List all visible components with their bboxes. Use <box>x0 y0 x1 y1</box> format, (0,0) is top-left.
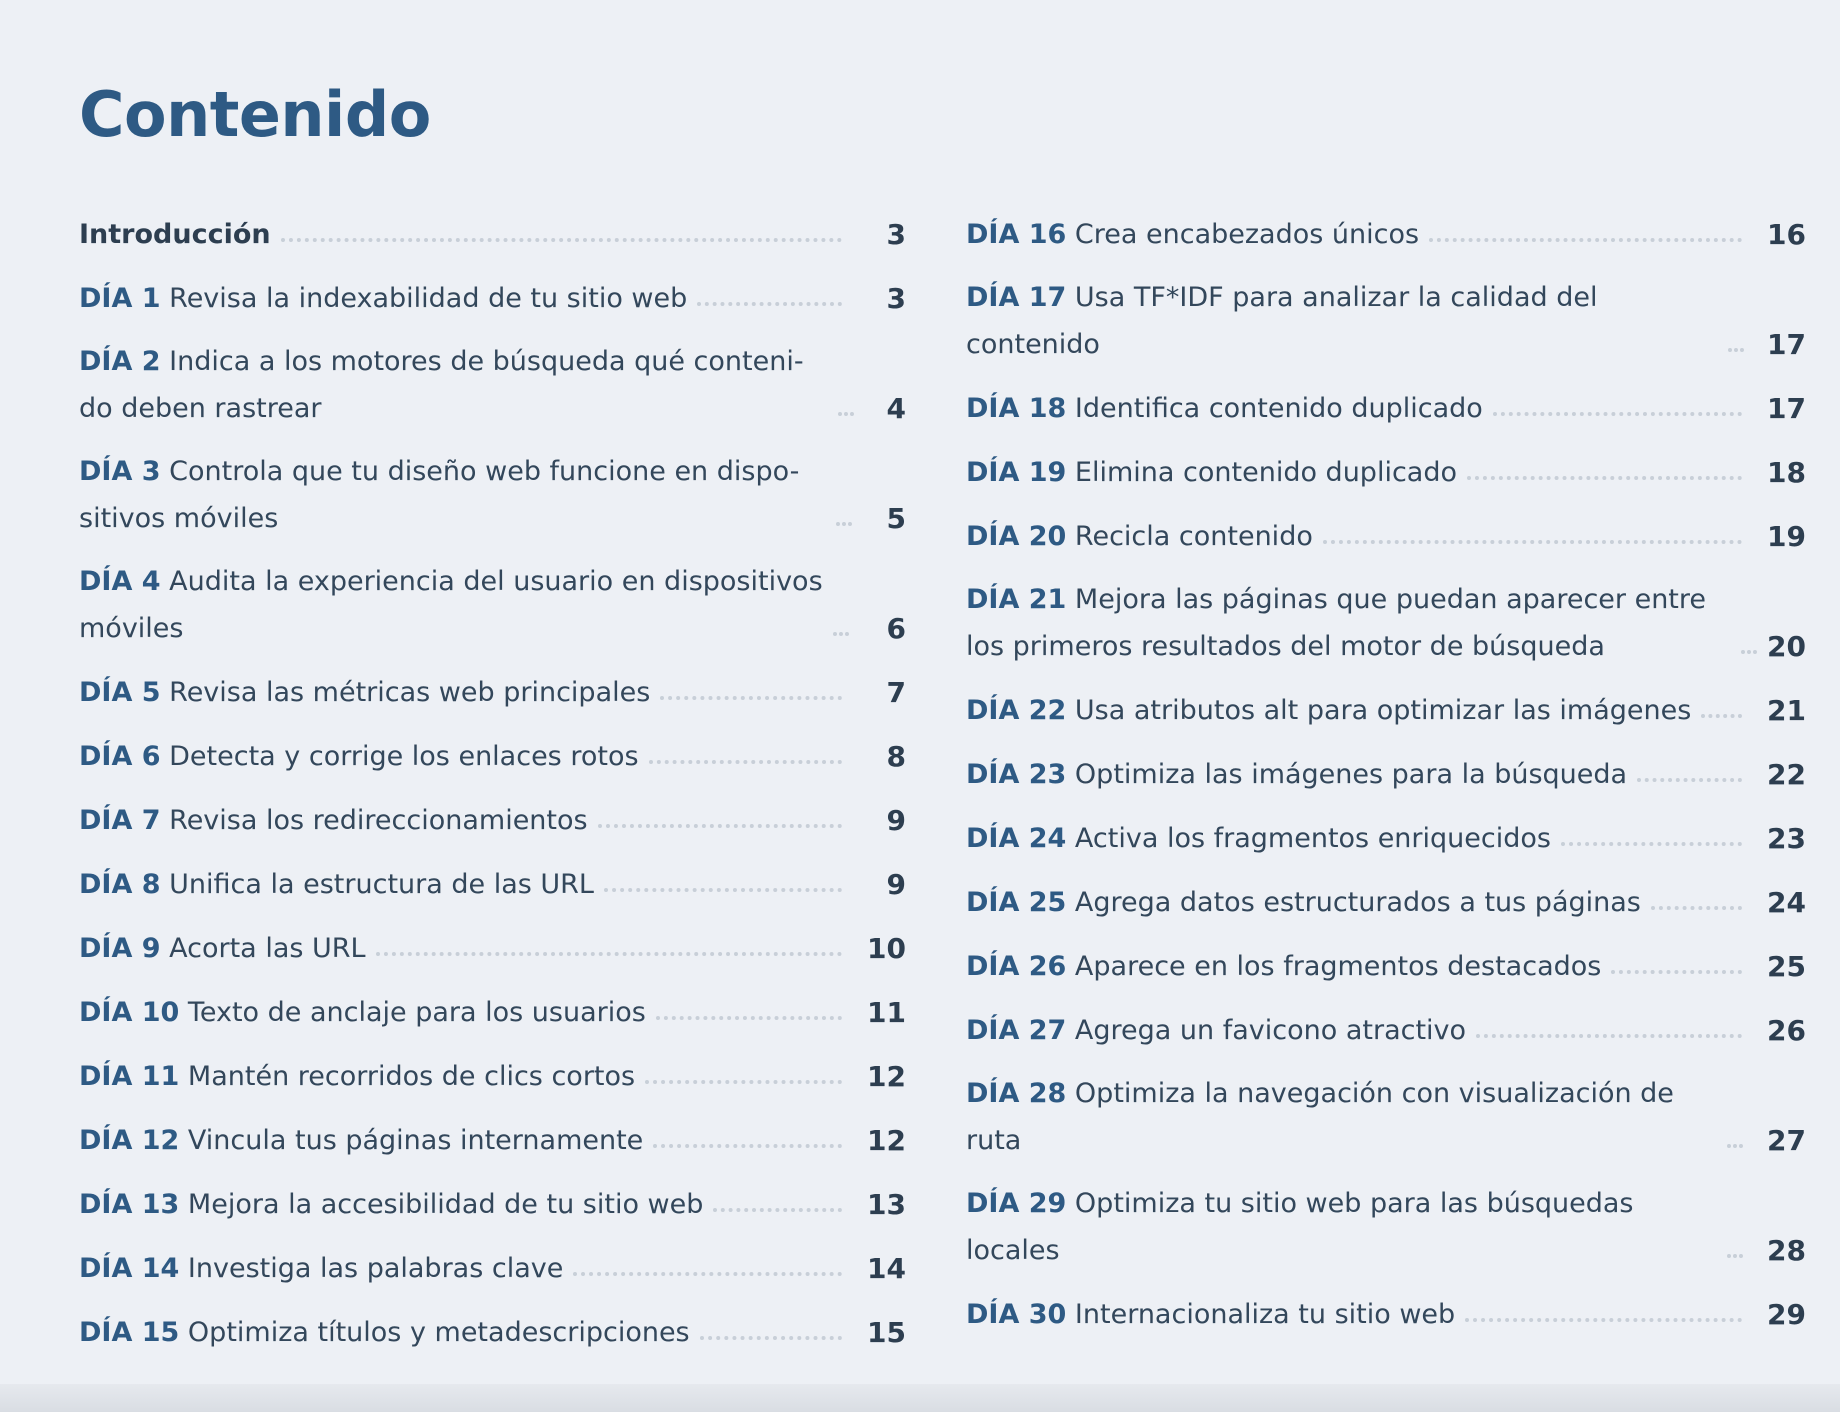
dotted-leader <box>660 696 842 700</box>
dotted-leader <box>1429 238 1742 242</box>
toc-entry-text <box>79 1053 635 1100</box>
toc-day-label: DÍA 25 <box>966 887 1067 918</box>
dotted-leader <box>1701 714 1742 718</box>
toc-entry[interactable] <box>966 1180 1806 1274</box>
toc-day-label: DÍA 10 <box>79 997 180 1028</box>
toc-entry[interactable] <box>966 448 1806 496</box>
dotted-leader <box>1727 1144 1743 1148</box>
toc-entry-text <box>966 687 1691 734</box>
toc-day-label: DÍA 21 <box>966 584 1067 615</box>
dotted-leader <box>1651 906 1742 910</box>
toc-entry-text <box>966 513 1313 560</box>
dotted-leader <box>1493 412 1742 416</box>
toc-entry-text <box>79 275 687 322</box>
toc-entry-text <box>966 943 1601 990</box>
toc-entry[interactable] <box>966 1070 1806 1164</box>
dotted-leader <box>656 1016 842 1020</box>
dotted-leader <box>281 238 842 242</box>
toc-page-number: 9 <box>886 868 906 901</box>
toc-entry-title: Revisa los redireccionamientos <box>169 805 588 836</box>
toc-page-number: 19 <box>1767 520 1806 553</box>
toc-day-label: DÍA 4 <box>79 566 161 597</box>
toc-page-number: 20 <box>1767 630 1806 663</box>
toc-entry-text <box>966 751 1627 798</box>
toc-entry-text <box>966 385 1483 432</box>
dotted-leader <box>697 302 842 306</box>
toc-entry-text <box>79 448 826 542</box>
dotted-leader <box>1561 842 1742 846</box>
toc-entry[interactable] <box>966 750 1806 798</box>
toc-entry-title: Optimiza las imágenes para la búsqueda <box>1074 759 1628 790</box>
toc-entry[interactable] <box>966 512 1806 560</box>
toc-right-column <box>966 210 1806 1354</box>
toc-page-number: 7 <box>886 676 906 709</box>
toc-entry[interactable] <box>79 988 906 1036</box>
toc-entry[interactable] <box>79 668 906 716</box>
toc-entry-title: Crea encabezados únicos <box>1074 219 1420 250</box>
toc-day-label: DÍA 13 <box>79 1189 180 1220</box>
toc-entry-title: Unifica la estructura de las URL <box>169 869 594 900</box>
dotted-leader <box>1741 650 1757 654</box>
toc-entry[interactable] <box>966 686 1806 734</box>
toc-entry-title: Mejora las páginas que puedan aparecer entre los primeros resultados del motor de búsqueda <box>966 584 1707 662</box>
dotted-leader <box>1727 1254 1743 1258</box>
toc-entry-text <box>966 879 1641 926</box>
toc-day-label: DÍA 26 <box>966 951 1067 982</box>
toc-entry-text <box>79 669 650 716</box>
toc-entry-title: Controla que tu diseño web funcione en dispo-sitivos móviles <box>79 456 800 534</box>
toc-day-label: DÍA 18 <box>966 393 1067 424</box>
page-bottom-edge <box>0 1384 1840 1412</box>
toc-entry-text <box>966 274 1718 368</box>
toc-day-label: DÍA 5 <box>79 677 161 708</box>
toc-entry[interactable] <box>79 860 906 908</box>
dotted-leader <box>713 1208 842 1212</box>
toc-page-number: 24 <box>1767 886 1806 919</box>
toc-entry-text <box>966 211 1419 258</box>
dotted-leader <box>653 1144 842 1148</box>
toc-page-number: 16 <box>1767 218 1806 251</box>
toc-entry-title: Agrega datos estructurados a tus páginas <box>1074 887 1641 918</box>
toc-day-label: DÍA 2 <box>79 346 161 377</box>
toc-entry-text <box>966 576 1731 670</box>
toc-entry-title: Identifica contenido duplicado <box>1074 393 1483 424</box>
toc-entry-text <box>79 925 366 972</box>
toc-entry-title: Recicla contenido <box>1074 521 1313 552</box>
toc-entry[interactable] <box>966 814 1806 862</box>
toc-entry[interactable] <box>966 274 1806 368</box>
toc-entry-text <box>79 1181 703 1228</box>
dotted-leader <box>833 632 849 636</box>
toc-entry-title: Introducción <box>79 219 271 250</box>
toc-entry[interactable] <box>966 1006 1806 1054</box>
toc-page-number: 18 <box>1767 456 1806 489</box>
toc-page-number: 3 <box>886 282 906 315</box>
toc-entry-text <box>966 1007 1466 1054</box>
toc-entry[interactable] <box>966 576 1806 670</box>
toc-day-label: DÍA 23 <box>966 759 1067 790</box>
toc-entry-text <box>79 1117 643 1164</box>
dotted-leader <box>838 412 854 416</box>
toc-page-number: 4 <box>886 392 906 425</box>
toc-entry[interactable] <box>79 338 906 432</box>
toc-day-label: DÍA 29 <box>966 1188 1067 1219</box>
toc-entry[interactable] <box>966 210 1806 258</box>
toc-page-number: 28 <box>1767 1234 1806 1267</box>
toc-entry[interactable] <box>966 384 1806 432</box>
toc-day-label: DÍA 16 <box>966 219 1067 250</box>
toc-entry[interactable] <box>79 1308 906 1356</box>
toc-day-label: DÍA 6 <box>79 741 161 772</box>
toc-entry-title: Acorta las URL <box>169 933 366 964</box>
toc-day-label: DÍA 7 <box>79 805 161 836</box>
dotted-leader <box>573 1272 842 1276</box>
toc-day-label: DÍA 20 <box>966 521 1067 552</box>
toc-entry-text <box>79 211 271 258</box>
toc-page-number: 17 <box>1767 392 1806 425</box>
toc-entry-title: Optimiza la navegación con visualización de ruta <box>966 1078 1674 1156</box>
toc-page-number: 23 <box>1767 822 1806 855</box>
toc-day-label: DÍA 30 <box>966 1299 1067 1330</box>
toc-entry-title: Elimina contenido duplicado <box>1074 457 1457 488</box>
toc-entry-text <box>79 1309 690 1356</box>
dotted-leader <box>1728 348 1744 352</box>
toc-entry[interactable] <box>966 878 1806 926</box>
toc-day-label: DÍA 28 <box>966 1078 1067 1109</box>
toc-entry-text <box>79 558 823 652</box>
toc-entry[interactable] <box>79 1052 906 1100</box>
dotted-leader <box>1323 540 1742 544</box>
toc-page-number: 3 <box>886 218 906 251</box>
toc-page-number: 13 <box>867 1188 906 1221</box>
dotted-leader <box>836 522 852 526</box>
toc-entry[interactable] <box>79 924 906 972</box>
page-title: Contenido <box>79 78 431 151</box>
dotted-leader <box>598 824 842 828</box>
toc-entry-title: Internacionaliza tu sitio web <box>1074 1299 1456 1330</box>
toc-entry[interactable] <box>79 1180 906 1228</box>
dotted-leader <box>1476 1034 1742 1038</box>
toc-entry-text <box>966 1180 1717 1274</box>
toc-page-number: 29 <box>1767 1298 1806 1331</box>
toc-entry-title: Agrega un favicono atractivo <box>1074 1015 1467 1046</box>
toc-page-number: 9 <box>886 804 906 837</box>
toc-page-number: 6 <box>886 612 906 645</box>
toc-entry-title: Audita la experiencia del usuario en dispositivos móviles <box>79 566 823 644</box>
toc-entry-title: Mantén recorridos de clics cortos <box>187 1061 636 1092</box>
toc-entry-title: Activa los fragmentos enriquecidos <box>1074 823 1551 854</box>
toc-day-label: DÍA 24 <box>966 823 1067 854</box>
toc-entry-title: Mejora la accesibilidad de tu sitio web <box>187 1189 704 1220</box>
toc-entry-title: Usa atributos alt para optimizar las imágenes <box>1074 695 1692 726</box>
toc-entry[interactable] <box>79 1244 906 1292</box>
toc-entry-text <box>79 338 828 432</box>
toc-day-label: DÍA 1 <box>79 283 161 314</box>
dotted-leader <box>1637 778 1742 782</box>
toc-entry-text <box>966 1291 1455 1338</box>
toc-entry[interactable] <box>79 274 906 322</box>
toc-entry-title: Revisa las métricas web principales <box>169 677 651 708</box>
toc-entry[interactable] <box>79 732 906 780</box>
toc-page-number: 11 <box>867 996 906 1029</box>
toc-day-label: DÍA 12 <box>79 1125 180 1156</box>
toc-entry[interactable] <box>79 796 906 844</box>
toc-day-label: DÍA 22 <box>966 695 1067 726</box>
toc-day-label: DÍA 3 <box>79 456 161 487</box>
toc-entry[interactable] <box>79 210 906 258</box>
toc-page-number: 10 <box>867 932 906 965</box>
toc-day-label: DÍA 11 <box>79 1061 180 1092</box>
toc-entry-title: Optimiza tu sitio web para las búsquedas locales <box>966 1188 1634 1266</box>
toc-day-label: DÍA 15 <box>79 1317 180 1348</box>
toc-day-label: DÍA 8 <box>79 869 161 900</box>
dotted-leader <box>1611 970 1742 974</box>
dotted-leader <box>649 760 842 764</box>
toc-page-number: 8 <box>886 740 906 773</box>
toc-entry-title: Detecta y corrige los enlaces rotos <box>169 741 639 772</box>
toc-entry-text <box>79 989 646 1036</box>
toc-entry-text <box>966 1070 1717 1164</box>
toc-entry-title: Usa TF*IDF para analizar la calidad del contenido <box>966 282 1598 360</box>
dotted-leader <box>645 1080 842 1084</box>
dotted-leader <box>700 1336 842 1340</box>
toc-entry-text <box>966 449 1457 496</box>
toc-entry-title: Indica a los motores de búsqueda qué conteni-do deben rastrear <box>79 346 804 424</box>
toc-page-number: 14 <box>867 1252 906 1285</box>
toc-page-number: 5 <box>886 502 906 535</box>
toc-entry[interactable] <box>966 942 1806 990</box>
toc-day-label: DÍA 14 <box>79 1253 180 1284</box>
toc-entry[interactable] <box>79 1116 906 1164</box>
toc-entry-text <box>966 815 1551 862</box>
toc-entry-text <box>79 861 594 908</box>
toc-entry-title: Aparece en los fragmentos destacados <box>1074 951 1602 982</box>
toc-entry-title: Investiga las palabras clave <box>187 1253 564 1284</box>
toc-day-label: DÍA 17 <box>966 282 1067 313</box>
toc-day-label: DÍA 27 <box>966 1015 1067 1046</box>
toc-day-label: DÍA 9 <box>79 933 161 964</box>
toc-entry-title: Revisa la indexabilidad de tu sitio web <box>169 283 688 314</box>
toc-entry-title: Optimiza títulos y metadescripciones <box>187 1317 690 1348</box>
dotted-leader <box>604 888 842 892</box>
toc-entry[interactable] <box>966 1290 1806 1338</box>
toc-page-number: 21 <box>1767 694 1806 727</box>
dotted-leader <box>1465 1318 1742 1322</box>
toc-page-number: 22 <box>1767 758 1806 791</box>
toc-page-number: 15 <box>867 1316 906 1349</box>
toc-entry[interactable] <box>79 448 906 542</box>
toc-entry-title: Texto de anclaje para los usuarios <box>187 997 646 1028</box>
toc-entry-text <box>79 797 588 844</box>
toc-entry[interactable] <box>79 558 906 652</box>
toc-day-label: DÍA 19 <box>966 457 1067 488</box>
toc-left-column <box>79 210 906 1372</box>
toc-entry-title: Vincula tus páginas internamente <box>187 1125 644 1156</box>
dotted-leader <box>376 952 842 956</box>
toc-page-number: 27 <box>1767 1124 1806 1157</box>
toc-entry-text <box>79 1245 563 1292</box>
toc-page-number: 25 <box>1767 950 1806 983</box>
toc-page-number: 12 <box>867 1124 906 1157</box>
toc-page-number: 12 <box>867 1060 906 1093</box>
dotted-leader <box>1467 476 1742 480</box>
toc-page-number: 17 <box>1767 328 1806 361</box>
toc-page-number: 26 <box>1767 1014 1806 1047</box>
toc-entry-text <box>79 733 639 780</box>
